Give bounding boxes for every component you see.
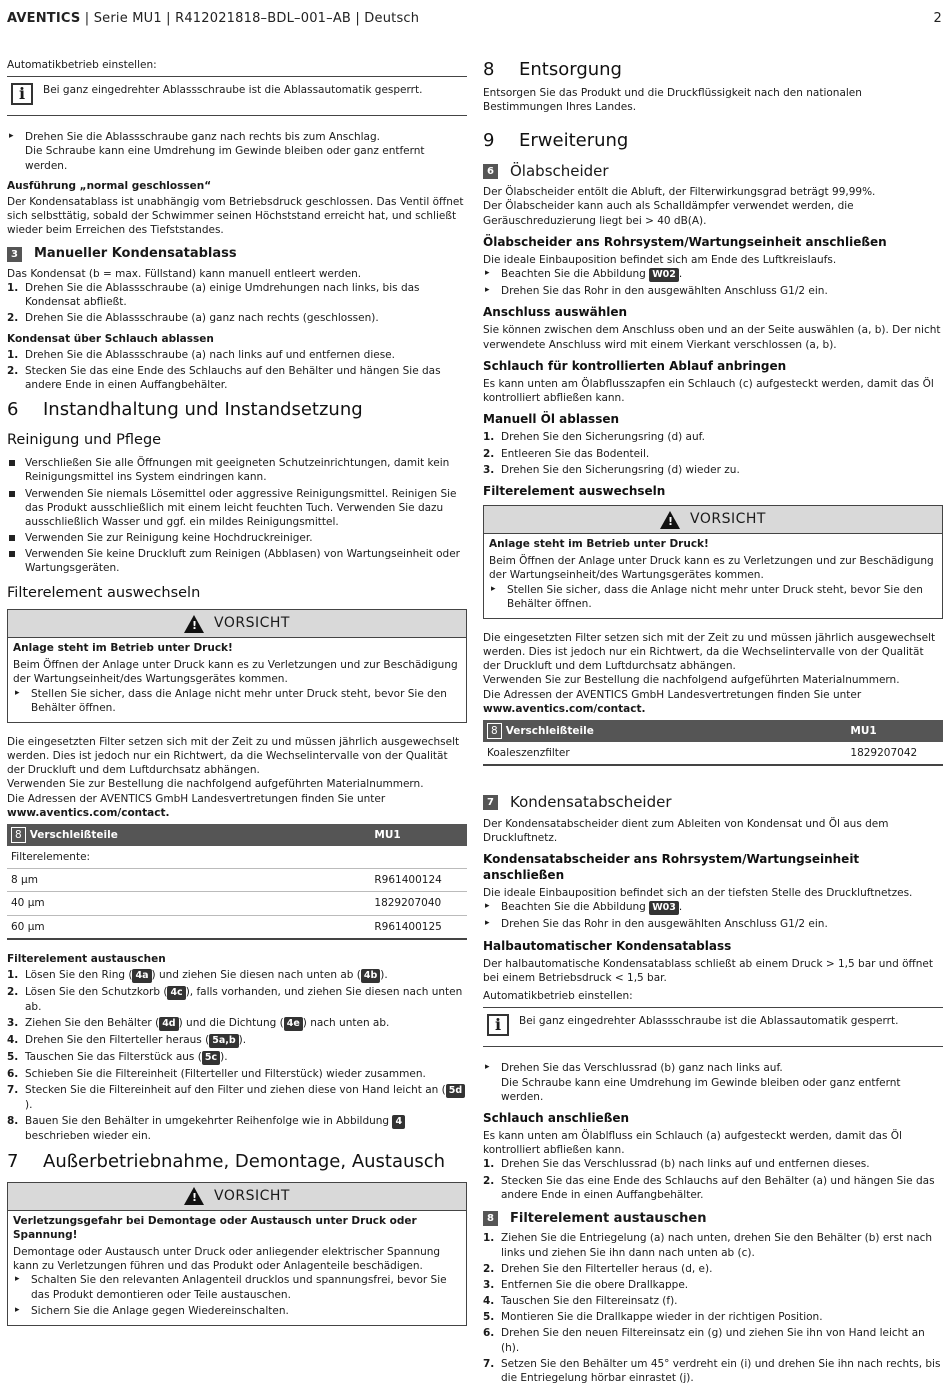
list-item: 8. Bauen Sie den Behälter in umgekehrter Reihenfolge wie in Abbildung 4 beschrieben wieder ein. bbox=[7, 1114, 467, 1143]
semi-auto-text: Der halbautomatische Kondensatablass schließt ab einem Druck > 1,5 bar und öffnet bei einem Betriebsdruck < 1,5 bar. bbox=[483, 957, 933, 984]
warning-icon: ! bbox=[184, 1187, 204, 1205]
filter-replace-heading: 8 Filterelement austauschen bbox=[483, 1210, 943, 1228]
caution-header: ! VORSICHT bbox=[8, 610, 466, 638]
list-item: 2. Drehen Sie den Filterteller heraus (d, e). bbox=[483, 1262, 713, 1275]
table-row: Koaleszenzfilter 1829207042 bbox=[483, 742, 943, 765]
section-7-heading: 7 Außerbetriebnahme, Demontage, Austausch bbox=[7, 1150, 446, 1172]
filter-replace-steps bbox=[483, 1231, 943, 1385]
auto-steps bbox=[483, 1061, 943, 1104]
cond-connect-heading: Kondensatabscheider ans Rohrsystem/Wartungseinheit anschließen bbox=[483, 851, 860, 883]
caution-header: ! VORSICHT bbox=[8, 1183, 466, 1211]
list-item: ▸ Stellen Sie sicher, dass die Anlage nicht mehr unter Druck steht, bevor Sie den Behälter öffnen. bbox=[489, 583, 937, 611]
left-column bbox=[7, 58, 467, 1338]
oil-connect-heading: Ölabscheider ans Rohrsystem/Wartungseinheit anschließen bbox=[483, 234, 887, 249]
table-header: 8 Verschleißteile bbox=[483, 720, 846, 742]
auto-label: Automatikbetrieb einstellen: bbox=[7, 59, 157, 71]
contact-link[interactable]: www.aventics.com/contact. bbox=[7, 806, 170, 819]
list-item: 2. Entleeren Sie das Bodenteil. bbox=[483, 447, 650, 460]
list-item: 1. Lösen Sie den Ring ( 4a ) und ziehen Sie diesen nach unten ab ( 4b ). bbox=[7, 968, 388, 981]
caution-box bbox=[7, 609, 467, 723]
manual-intro: Das Kondensat (b = max. Füllstand) kann manuell entleert werden. bbox=[7, 267, 362, 280]
table-row: 40 µm 1829207040 bbox=[7, 892, 467, 915]
hose-heading: Kondensat über Schlauch ablassen bbox=[7, 332, 214, 345]
list-item: 2. Drehen Sie die Ablassschraube (a) ganz nach rechts (geschlossen). bbox=[7, 312, 379, 325]
cleaning-heading: Reinigung und Pflege bbox=[7, 431, 162, 448]
filter-heading: Filterelement auswechseln bbox=[7, 584, 201, 601]
list-item: ▸ Drehen Sie das Rohr in den ausgewählten Anschluss G1/2 ein. bbox=[483, 917, 943, 931]
hose-heading: Schlauch anschließen bbox=[483, 1110, 630, 1125]
list-item: 2. Stecken Sie das eine Ende des Schlauchs auf den Behälter (a) und hängen Sie das andere Ende in einen Auffangbehälter. bbox=[483, 1174, 935, 1201]
caution-text: Demontage oder Austausch unter Druck oder anliegender elektrischer Spannung kann zu Verletzungen führen und das Produkt oder Anlagenteile beschädigen. bbox=[13, 1246, 441, 1273]
table-header: MU1 bbox=[846, 720, 943, 742]
list-item: 1. Drehen Sie den Sicherungsring (d) auf. bbox=[483, 431, 705, 444]
list-item: 4. Drehen Sie den Filterteller heraus ( 5a,b ). bbox=[7, 1034, 247, 1047]
hose-text: Es kann unten am Ölablfluss ein Schlauch (a) aufgesteckt werden, damit das Öl kontrolliert abfließen kann. bbox=[483, 1130, 902, 1157]
caution-box bbox=[7, 1182, 467, 1326]
list-item: ▸ Drehen Sie das Verschlussrad (b) ganz nach links auf. Die Schraube kann eine Umdrehung im Gewinde bleiben oder ganz entfernt werden. bbox=[483, 1061, 943, 1104]
caution-text: Beim Öffnen der Anlage unter Druck kann es zu Verletzungen und zur Beschädigung der Wartungseinheit/des Wartungsgerätes kommen. bbox=[13, 659, 458, 686]
figure-badge: 8 bbox=[483, 1211, 498, 1226]
table-header: 8 Verschleißteile bbox=[7, 824, 370, 846]
caution-title: Anlage steht im Betrieb unter Druck! bbox=[489, 538, 709, 551]
oil-connect-text: Die ideale Einbauposition befindet sich am Ende des Luftkreislaufs. bbox=[483, 253, 837, 266]
table-header: MU1 bbox=[370, 824, 467, 846]
cond-connect-text: Die ideale Einbauposition befindet sich an der tiefsten Stelle des Druckluftnetzes. bbox=[483, 887, 913, 900]
section-8-heading: 8 Entsorgung bbox=[483, 59, 622, 80]
list-item: 6. Drehen Sie den neuen Filtereinsatz ein (g) und ziehen Sie ihn von Hand leicht an (h). bbox=[483, 1327, 925, 1354]
contact-link[interactable]: www.aventics.com/contact. bbox=[483, 702, 646, 715]
drain-heading: Schlauch für kontrollierten Ablauf anbringen bbox=[483, 358, 787, 373]
list-item: 5. Tauschen Sie das Filterstück aus ( 5c ). bbox=[7, 1051, 228, 1064]
list-item: 3. Entfernen Sie die obere Drallkappe. bbox=[483, 1278, 689, 1291]
port-text: Sie können zwischen dem Anschluss oben und an der Seite auswählen (a, b). Der nicht verwendete Anschluss wird mit einem Vierkant verschlossen (a, b). bbox=[483, 324, 941, 351]
section-9-heading: 9 Erweiterung bbox=[483, 129, 629, 151]
normal-heading: Ausführung „normal geschlossen“ bbox=[7, 179, 212, 192]
list-item: Verwenden Sie zur Reinigung keine Hochdruckreiniger. bbox=[7, 531, 467, 545]
list-item: 5. Montieren Sie die Drallkappe wieder in der richtigen Position. bbox=[483, 1311, 823, 1324]
list-item: 3. Drehen Sie den Sicherungsring (d) wieder zu. bbox=[483, 463, 740, 476]
caution-title: Anlage steht im Betrieb unter Druck! bbox=[13, 641, 233, 654]
warning-icon: ! bbox=[660, 511, 680, 529]
list-item: 1. Drehen Sie das Verschlussrad (b) nach links auf und entfernen dieses. bbox=[483, 1158, 870, 1171]
drain-text: Es kann unten am Ölabflusszapfen ein Schlauch (c) aufgesteckt werden, damit das Öl kontrolliert abfließen kann. bbox=[483, 377, 934, 405]
list-item: ▸ Beachten Sie die Abbildung W02 . bbox=[483, 267, 943, 282]
caution-header: ! VORSICHT bbox=[484, 506, 942, 534]
manual-oil-steps bbox=[483, 430, 943, 477]
info-text: Bei ganz eingedrehter Ablassschraube ist die Ablassautomatik gesperrt. bbox=[43, 84, 423, 97]
header-title: AVENTICS | Serie MU1 | R412021818–BDL–001–AB | Deutsch bbox=[7, 11, 420, 26]
right-column bbox=[483, 58, 943, 1391]
cleaning-list bbox=[7, 456, 467, 575]
list-item: 2. Lösen Sie den Schutzkorb ( 4c ), falls vorhanden, und ziehen Sie diesen nach unten ab. bbox=[7, 985, 463, 1013]
list-item: ▸ Beachten Sie die Abbildung W03 . bbox=[483, 900, 943, 915]
semi-auto-heading: Halbautomatischer Kondensatablass bbox=[483, 938, 732, 953]
condensate-heading: 7 Kondensatabscheider bbox=[483, 792, 943, 812]
filter-heading: Filterelement auswechseln bbox=[483, 484, 666, 498]
condensate-text: Der Kondensatabscheider dient zum Ableiten von Kondensat und Öl aus dem Druckluftnetz. bbox=[483, 817, 889, 844]
page-header bbox=[7, 10, 942, 32]
table-row: 8 µm R961400124 bbox=[7, 869, 467, 892]
disposal-text: Entsorgen Sie das Produkt und die Druckflüssigkeit nach den nationalen Bestimmungen Ihres Landes. bbox=[483, 87, 862, 114]
list-item: Verwenden Sie keine Druckluft zum Reinigen (Abblasen) von Wartungseinheit oder Wartungsgeräten. bbox=[7, 547, 467, 575]
manual-heading: 3 Manueller Kondensatablass bbox=[7, 245, 467, 263]
info-box bbox=[483, 1007, 943, 1047]
list-item: ▸ Drehen Sie die Ablassschraube ganz nach rechts bis zum Anschlag. Die Schraube kann eine Umdrehung im Gewinde bleiben oder ganz entfernt werden. bbox=[7, 130, 467, 173]
filter-text: Verwenden Sie zur Bestellung die nachfolgend aufgeführten Materialnummern. bbox=[483, 674, 900, 687]
hose-steps bbox=[7, 348, 467, 393]
list-item: 4. Tauschen Sie den Filtereinsatz (f). bbox=[483, 1295, 678, 1308]
hose-steps bbox=[483, 1157, 943, 1202]
list-item: ▸ Sichern Sie die Anlage gegen Wiedereinschalten. bbox=[13, 1304, 461, 1318]
filter-text: Die eingesetzten Filter setzen sich mit der Zeit zu und müssen jährlich ausgewechselt werden. Dies ist jedoch nur ein Richtwert, da die Wechselintervalle von der Qualität der Druckluft und dem Luftdurchsatz abhängen. bbox=[7, 735, 460, 777]
list-item: 3. Ziehen Sie den Behälter ( 4d ) und die Dichtung ( 4e ) nach unten ab. bbox=[7, 1017, 390, 1030]
oil-text: Der Ölabscheider entölt die Abluft, der Filterwirkungsgrad beträgt 99,99%. bbox=[483, 186, 876, 199]
caution-box bbox=[483, 505, 943, 619]
parts-table bbox=[483, 720, 943, 766]
replace-steps bbox=[7, 968, 467, 1144]
caution-text: Beim Öffnen der Anlage unter Druck kann es zu Verletzungen und zur Beschädigung der Wartungseinheit/des Wartungsgerätes kommen. bbox=[489, 555, 934, 582]
figure-badge: 3 bbox=[7, 247, 22, 262]
figure-badge: 6 bbox=[483, 164, 498, 179]
table-row: Filterelemente: bbox=[7, 846, 467, 869]
list-item: 1. Drehen Sie die Ablassschraube (a) einige Umdrehungen nach links, bis das Kondensat abfließt. bbox=[7, 282, 420, 309]
manual-oil-heading: Manuell Öl ablassen bbox=[483, 412, 620, 427]
info-box bbox=[7, 76, 467, 116]
list-item: 7. Stecken Sie die Filtereinheit auf den Filter und ziehen diese von Hand leicht an ( 5d). bbox=[7, 1083, 467, 1112]
normal-text: Der Kondensatablass ist unabhängig vom Betriebsdruck geschlossen. Das Ventil öffnet sich selbsttätig, sobald der Schwimmer seinen Höchststand erreicht hat, und schließt wieder beim Erreichen des Tiefststandes. bbox=[7, 195, 464, 237]
page-number: 2 bbox=[933, 11, 942, 26]
auto-steps bbox=[7, 130, 467, 173]
parts-table bbox=[7, 824, 467, 940]
list-item: 7. Setzen Sie den Behälter um 45° verdreht ein (i) und drehen Sie ihn nach rechts, bis die Entriegelung hörbar einrastet (j). bbox=[483, 1357, 941, 1384]
manual-steps bbox=[7, 281, 467, 326]
filter-text: Verwenden Sie zur Bestellung die nachfolgend aufgeführten Materialnummern. bbox=[7, 778, 424, 791]
filter-text: Die eingesetzten Filter setzen sich mit der Zeit zu und müssen jährlich ausgewechselt werden. Dies ist jedoch nur ein Richtwert, da die Wechselintervalle von der Qualität der Druckluft und dem Luftdurchsatz abhängen. bbox=[483, 631, 936, 673]
figure-badge: 7 bbox=[483, 795, 498, 810]
caution-title: Verletzungsgefahr bei Demontage oder Austausch unter Druck oder Spannung! bbox=[13, 1214, 417, 1241]
oil-separator-heading: 6 Ölabscheider bbox=[483, 161, 943, 181]
oil-text: Der Ölabscheider kann auch als Schalldämpfer verwendet werden, die Geräuschreduzierung liegt bei > 40 dB(A). bbox=[483, 200, 854, 227]
list-item: 2. Stecken Sie das eine Ende des Schlauchs auf den Behälter und hängen Sie das andere Ende in einen Auffangbehälter. bbox=[7, 364, 441, 392]
section-6-heading: 6 Instandhaltung und Instandsetzung bbox=[7, 399, 363, 421]
table-row: 60 µm R961400125 bbox=[7, 915, 467, 939]
list-item: ▸ Drehen Sie das Rohr in den ausgewählten Anschluss G1/2 ein. bbox=[483, 284, 943, 298]
port-heading: Anschluss auswählen bbox=[483, 305, 628, 320]
list-item: Verwenden Sie niemals Lösemittel oder aggressive Reinigungsmittel. Reinigen Sie das Produkt ausschließlich mit einem leicht feuchten Tuch. Verwenden Sie dazu ausschließlich Wasser und ggf. ein mildes Reinigungsmittel. bbox=[7, 487, 467, 530]
list-item: ▸ Schalten Sie den relevanten Anlagenteil drucklos und spannungsfrei, bevor Sie das Produkt demontieren oder Teile austauschen. bbox=[13, 1273, 461, 1301]
warning-icon: ! bbox=[184, 615, 204, 633]
filter-text: Die Adressen der AVENTICS GmbH Landesvertretungen finden Sie unter bbox=[7, 792, 386, 805]
list-item: ▸ Stellen Sie sicher, dass die Anlage nicht mehr unter Druck steht, bevor Sie den Behälter öffnen. bbox=[13, 687, 461, 715]
info-text: Bei ganz eingedrehter Ablassschraube ist die Ablassautomatik gesperrt. bbox=[519, 1015, 899, 1028]
cond-connect-steps bbox=[483, 900, 943, 931]
oil-connect-steps bbox=[483, 267, 943, 298]
auto-label: Automatikbetrieb einstellen: bbox=[483, 990, 633, 1003]
list-item: 1. Drehen Sie die Ablassschraube (a) nach links auf und entfernen diese. bbox=[7, 348, 395, 361]
list-item: 1. Ziehen Sie die Entriegelung (a) nach unten, drehen Sie den Behälter (b) erst nach links und ziehen Sie ihn dann nach unten ab (c). bbox=[483, 1232, 933, 1259]
info-icon: i bbox=[487, 1014, 509, 1036]
filter-text: Die Adressen der AVENTICS GmbH Landesvertretungen finden Sie unter bbox=[483, 688, 862, 701]
replace-heading: Filterelement austauschen bbox=[7, 952, 166, 965]
list-item: Verschließen Sie alle Öffnungen mit geeigneten Schutzeinrichtungen, damit kein Reinigungsmittel ins System eindringen kann. bbox=[7, 456, 467, 484]
list-item: 6. Schieben Sie die Filtereinheit (Filterteller und Filterstück) wieder zusammen. bbox=[7, 1068, 426, 1081]
info-icon: i bbox=[11, 83, 33, 105]
